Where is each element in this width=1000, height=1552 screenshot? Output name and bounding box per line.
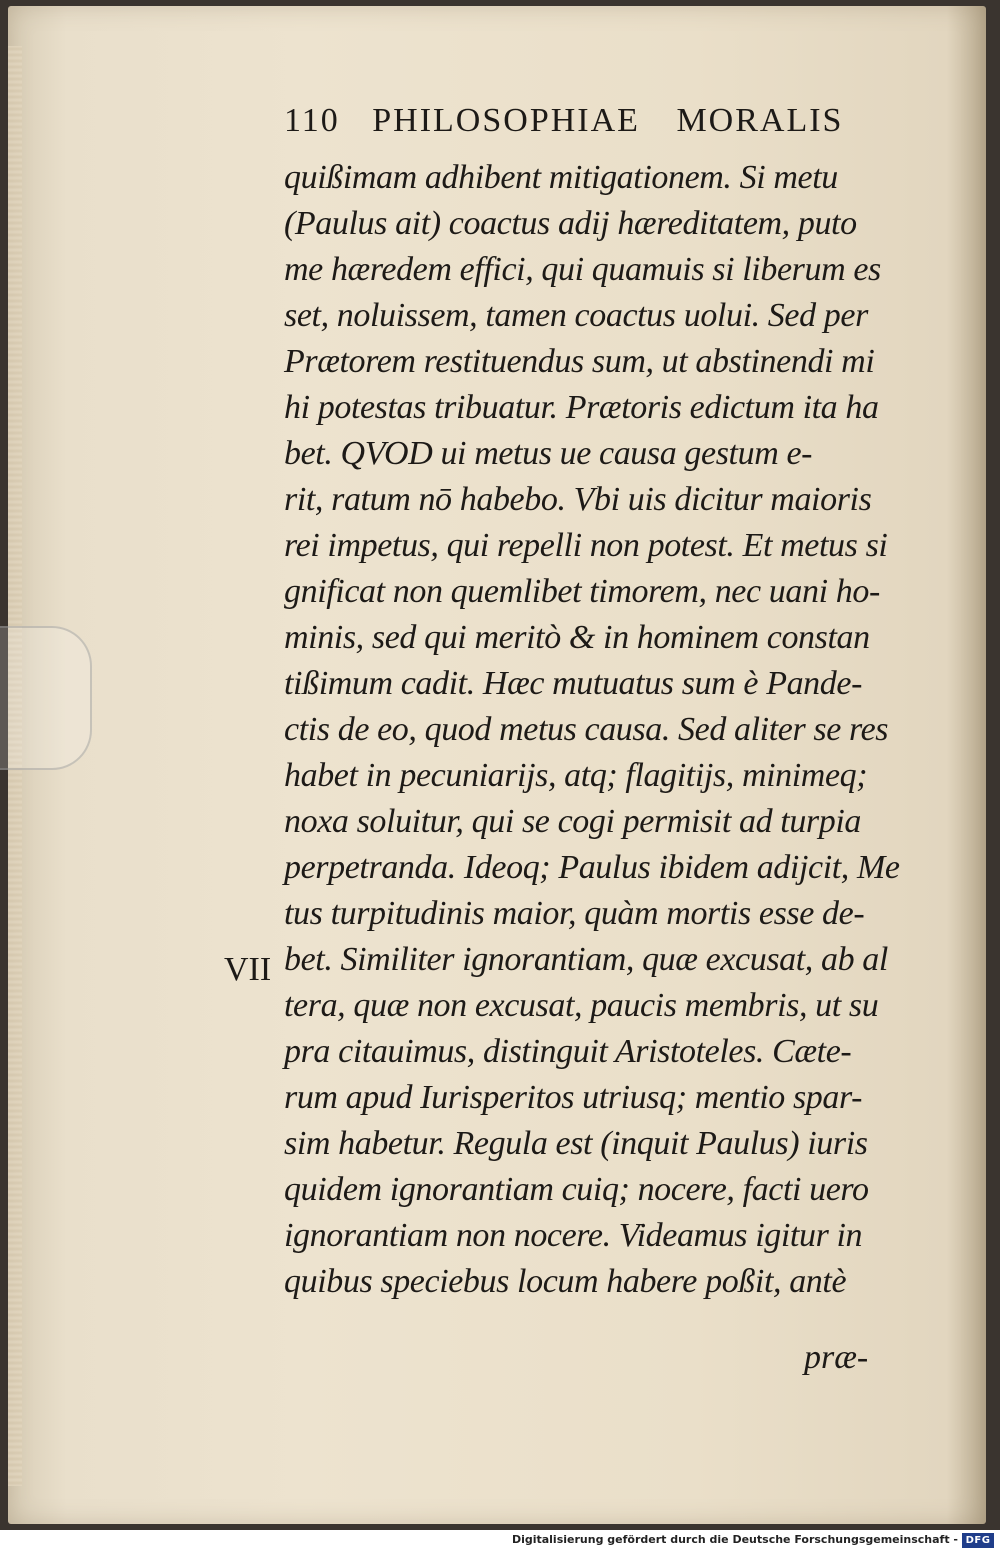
running-header <box>284 102 884 152</box>
text-block <box>8 6 986 1524</box>
running-head-word-1: PHILOSOPHIAE <box>372 102 640 139</box>
catchword: præ- <box>804 1339 869 1376</box>
dfg-logo-icon: DFG <box>962 1533 994 1548</box>
margin-note: VII <box>224 951 272 988</box>
text-line: rum apud Iurisperitos utriusq; mentio spar- <box>284 1079 863 1116</box>
text-line: tera, quæ non excusat, paucis membris, ut su <box>284 987 879 1024</box>
text-line: quidem ignorantiam cuiq; nocere, facti uero <box>284 1171 869 1208</box>
page-number: 110 <box>284 102 340 139</box>
text-line: sim habetur. Regula est (inquit Paulus) iuris <box>284 1125 868 1162</box>
text-line: bet. Similiter ignorantiam, quæ excusat, ab al <box>284 941 888 978</box>
text-line: habet in pecuniarijs, atq; flagitijs, minimeq; <box>284 757 868 794</box>
text-line: quibus speciebus locum habere poßit, antè <box>284 1263 847 1300</box>
text-line: bet. QVOD ui metus ue causa gestum e- <box>284 435 813 472</box>
running-head-word-2: MORALIS <box>676 102 844 139</box>
text-line: me hæredem effici, qui quamuis si liberum es <box>284 251 881 288</box>
text-line: tus turpitudinis maior, quàm mortis esse de- <box>284 895 865 932</box>
footer-bar <box>0 1530 1000 1552</box>
text-line: gnificat non quemlibet timorem, nec uani ho- <box>284 573 880 610</box>
text-line: rei impetus, qui repelli non potest. Et metus si <box>284 527 888 564</box>
footer-credit: Digitalisierung gefördert durch die Deutsche Forschungsgemeinschaft - <box>511 1533 958 1546</box>
text-line: ignorantiam non nocere. Videamus igitur in <box>284 1217 863 1254</box>
text-line: ctis de eo, quod metus causa. Sed aliter se res <box>284 711 889 748</box>
text-line: pra citauimus, distinguit Aristoteles. Cæte- <box>284 1033 852 1070</box>
text-line: noxa soluitur, qui se cogi permisit ad turpia <box>284 803 862 840</box>
text-line: tißimum cadit. Hæc mutuatus sum è Pande- <box>284 665 862 702</box>
text-line: minis, sed qui meritò & in hominem constan <box>284 619 870 656</box>
text-line: Prætorem restituendus sum, ut abstinendi mi <box>284 343 875 380</box>
text-line: perpetranda. Ideoq; Paulus ibidem adijcit, Me <box>284 849 900 886</box>
text-line: quißimam adhibent mitigationem. Si metu <box>284 159 838 196</box>
text-line: hi potestas tribuatur. Prætoris edictum ita ha <box>284 389 879 426</box>
book-page <box>8 6 986 1524</box>
text-line: rit, ratum nō habebo. Vbi uis dicitur maioris <box>284 481 872 518</box>
text-line: (Paulus ait) coactus adij hæreditatem, puto <box>284 205 857 242</box>
text-line: set, noluissem, tamen coactus uolui. Sed per <box>284 297 868 334</box>
